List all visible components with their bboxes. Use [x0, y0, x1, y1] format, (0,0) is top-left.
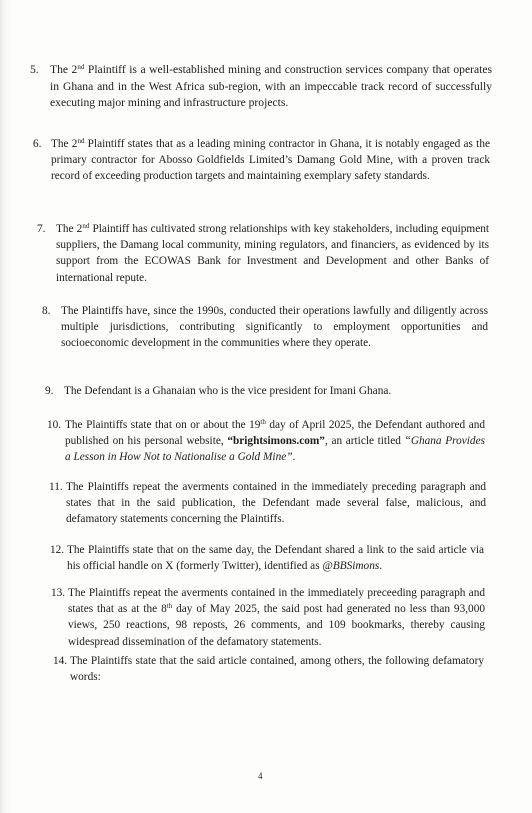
paragraph-6: 6. The 2nd Plaintiff states that as a leading mining contractor in Ghana, it is notably engaged as the primary contractor for Abosso Goldfields Limited’s Damang Gold Mine, with a proven track record of exceeding production targets and maintaining exemplary safety standards. [33, 137, 490, 183]
paragraph-13: 13. The Plaintiffs repeat the averments contained in the immediately preceeding paragraph and states that as at the 8th day of May 2025, the said post had generated no less than 93,000 views, 250 reactions, 98 reposts, 26 comments, and 109 bookmarks, thereby causing widespread dissemination of the defamatory statements. [51, 587, 485, 648]
paragraph-14: 14. The Plaintiffs state that the said article contained, among others, the following defamatory words: [53, 655, 484, 684]
paragraph-number: 10. [47, 419, 62, 431]
paragraph-7: 7. The 2nd Plaintiff has cultivated strong relationships with key stakeholders, including equipment suppliers, the Damang local community, mining regulators, and financiers, as evidenced by its support from the ECOWAS Bank for Investment and Development and other Banks of international repute. [37, 222, 489, 284]
page-number: 4 [258, 771, 263, 781]
article-title: “Ghana Provides a Lesson in How Not to Nationalise a Gold Mine” [65, 435, 485, 464]
paragraph-number: 5. [30, 63, 39, 76]
paragraph-number: 13. [51, 587, 66, 599]
paragraph-10: 10. The Plaintiffs state that on or about the 19th day of April 2025, the Defendant authored and published on his personal website, “brightsimons.com”, an article titled “Ghana Provides a Lesson in How Not to Nationalise a Gold Mine”. [47, 418, 486, 464]
paragraph-number: 7. [37, 223, 46, 235]
paragraph-8: 8. The Plaintiffs have, since the 1990s, conducted their operations lawfully and diligently across multiple jurisdictions, contributing significantly to employment opportunities and socioeconomic development in the communities where they operate. [42, 305, 488, 350]
paragraph-5: 5. The 2nd Plaintiff is a well-established mining and construction services company that operates in Ghana and in the West Africa sub-region, with an impeccable track record of successfully executing major mining and infrastructure projects. [30, 63, 492, 110]
website-name: “brightsimons.com” [227, 435, 325, 448]
paragraph-11: 11. The Plaintiffs repeat the averments contained in the immediately preceding paragraph and states that in the said publication, the Defendant made several false, malicious, and defamatory statements concerning the Plaintiffs. [49, 481, 486, 526]
paragraph-number: 14. [53, 655, 68, 667]
paragraph-12: 12. The Plaintiffs state that on the same day, the Defendant shared a link to the said article via his official handle on X (formerly Twitter), identified as @BBSimons. [50, 544, 484, 573]
paragraph-number: 11. [49, 481, 63, 493]
paragraph-9: 9. The Defendant is a Ghanaian who is the vice president for Imani Ghana. [45, 383, 485, 399]
paragraph-number: 9. [45, 385, 54, 397]
paragraph-number: 12. [50, 544, 65, 556]
x-handle: @BBSimons [322, 560, 380, 573]
paragraph-number: 6. [33, 138, 42, 150]
paragraph-number: 8. [42, 305, 51, 317]
